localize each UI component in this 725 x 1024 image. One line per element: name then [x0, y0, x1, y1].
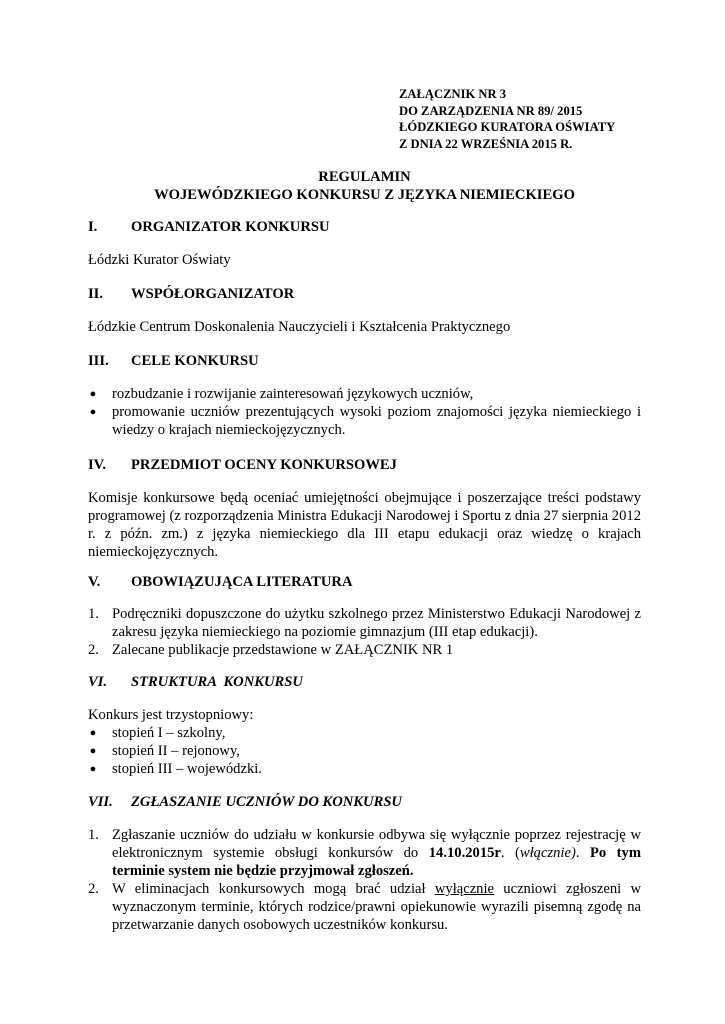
title-line: REGULAMIN — [318, 169, 411, 185]
list-number: 1. — [88, 606, 99, 622]
bullet-icon: ● — [89, 727, 97, 739]
bullet-icon: ● — [89, 763, 97, 775]
section-number: IV. — [88, 457, 106, 473]
text-run: włącznie) — [519, 845, 576, 861]
section-paragraph: Łódzki Kurator Oświaty — [88, 252, 231, 268]
section-number: II. — [88, 286, 104, 302]
section-paragraph: Łódzkie Centrum Doskonalenia Nauczycieli i Kształcenia Praktycznego — [88, 319, 511, 335]
document-page — [88, 0, 641, 1024]
text-run: . — [575, 845, 590, 861]
attachment-header — [399, 86, 639, 152]
section-organizer-body — [88, 251, 641, 269]
section-registration-list — [88, 826, 641, 934]
bullet-icon: ● — [89, 745, 97, 757]
section-heading-text: STRUKTURA KONKURSU — [131, 674, 303, 690]
list-item-text — [112, 880, 641, 934]
section-number: VI. — [88, 674, 108, 690]
deadline-warning: Po tym terminie system nie będzie przyjmował zgłoszeń. — [112, 845, 641, 879]
attachment-line: ZAŁĄCZNIK NR 3 — [399, 87, 507, 101]
section-number: III. — [88, 353, 109, 369]
section-coorganizer-body — [88, 318, 641, 336]
section-paragraph: Komisje konkursowe będą oceniać umiejętności obejmujące i poszerzające treści podstawy programowej (z rozporządzenia Ministra Edukacji Narodowej i Sportu z dnia 27 sierpnia 2012 r. z późn. zm.) z języka niemieckiego dla III etapu edukacji oraz wiedzę o krajach niemieckojęzycznych. — [88, 490, 641, 560]
list-item-text: rozbudzanie i rozwijanie zainteresowań językowych uczniów, — [112, 386, 474, 402]
section-heading — [88, 218, 641, 236]
section-heading-text: ORGANIZATOR KONKURSU — [131, 219, 330, 235]
deadline-date: 14.10.2015r — [428, 845, 501, 861]
section-goals — [88, 352, 641, 370]
list-item — [88, 742, 641, 760]
section-heading-text: WSPÓŁORGANIZATOR — [131, 286, 295, 302]
section-organizer — [88, 218, 641, 236]
section-heading — [88, 352, 641, 370]
list-item — [88, 760, 641, 778]
section-registration — [88, 793, 641, 811]
list-item-text: Podręczniki dopuszczone do użytku szkolnego przez Ministerstwo Edukacji Narodowej z zakresu języka niemieckiego na poziomie gimnazjum (III etap edukacji). — [112, 606, 641, 640]
section-heading-text: ZGŁASZANIE UCZNIÓW DO KONKURSU — [131, 794, 402, 810]
section-heading-text: PRZEDMIOT OCENY KONKURSOWEJ — [131, 457, 397, 473]
section-number: V. — [88, 574, 101, 590]
section-heading — [88, 285, 641, 303]
title-line: WOJEWÓDZKIEGO KONKURSU Z JĘZYKA NIEMIECKIEGO — [154, 187, 575, 203]
section-assessment — [88, 456, 641, 474]
section-heading — [88, 456, 641, 474]
section-structure-body — [88, 706, 641, 778]
list-item — [88, 385, 641, 403]
list-item-text: promowanie uczniów prezentujących wysoki poziom znajomości języka niemieckiego i wiedzy o krajach niemieckojęzycznych. — [112, 404, 641, 438]
numbered-list — [88, 605, 641, 659]
list-item-text: stopień III – wojewódzki. — [112, 761, 262, 777]
list-number: 2. — [88, 881, 99, 897]
text-run: . ( — [500, 845, 520, 861]
section-literature-list — [88, 605, 641, 659]
bullet-icon: ● — [89, 406, 97, 418]
section-heading — [88, 793, 641, 811]
numbered-list — [88, 826, 641, 934]
section-heading-text: OBOWIĄZUJĄCA LITERATURA — [131, 574, 353, 590]
text-run: W eliminacjach konkursowych mogą brać udział — [112, 881, 435, 897]
list-item — [88, 605, 641, 641]
section-structure — [88, 673, 641, 691]
bullet-list — [88, 385, 641, 439]
list-item — [88, 826, 641, 880]
section-heading — [88, 673, 641, 691]
attachment-line: DO ZARZĄDZENIA NR 89/ 2015 — [399, 103, 583, 118]
list-item — [88, 403, 641, 439]
section-heading-text: CELE KONKURSU — [131, 353, 259, 369]
section-heading — [88, 573, 641, 591]
text-run: Zgłaszanie uczniów do udziału w konkursie odbywa się wyłącznie poprzez rejestrację w elektronicznym systemie obsługi konkursów do — [112, 827, 641, 861]
section-number: VII. — [88, 794, 113, 810]
attachment-line: Z DNIA 22 WRZEŚNIA 2015 R. — [399, 136, 573, 151]
attachment-line: ŁÓDZKIEGO KURATORA OŚWIATY — [399, 120, 616, 134]
list-item — [88, 641, 641, 659]
list-number: 1. — [88, 827, 99, 843]
section-assessment-body — [88, 489, 641, 561]
section-literature — [88, 573, 641, 591]
text-run: uczniowi zgłoszeni w wyznaczonym terminie, których rodzice/prawni opiekunowie wyrazili pisemną zgodę na przetwarzanie danych osobowych uczestników konkursu. — [112, 881, 641, 933]
list-item-text: stopień II – rejonowy, — [112, 743, 240, 759]
list-item-text: stopień I – szkolny, — [112, 725, 226, 741]
list-item-text — [112, 826, 641, 880]
section-coorganizer — [88, 285, 641, 303]
bullet-list — [88, 724, 641, 778]
list-item-text: Zalecane publikacje przedstawione w ZAŁĄCZNIK NR 1 — [112, 642, 454, 658]
list-item — [88, 880, 641, 934]
document-title — [88, 168, 641, 204]
text-run: wyłącznie — [434, 881, 495, 897]
list-item — [88, 724, 641, 742]
section-number: I. — [88, 219, 98, 235]
list-number: 2. — [88, 642, 99, 658]
section-paragraph: Konkurs jest trzystopniowy: — [88, 707, 254, 723]
section-goals-list — [88, 385, 641, 439]
bullet-icon: ● — [89, 388, 97, 400]
